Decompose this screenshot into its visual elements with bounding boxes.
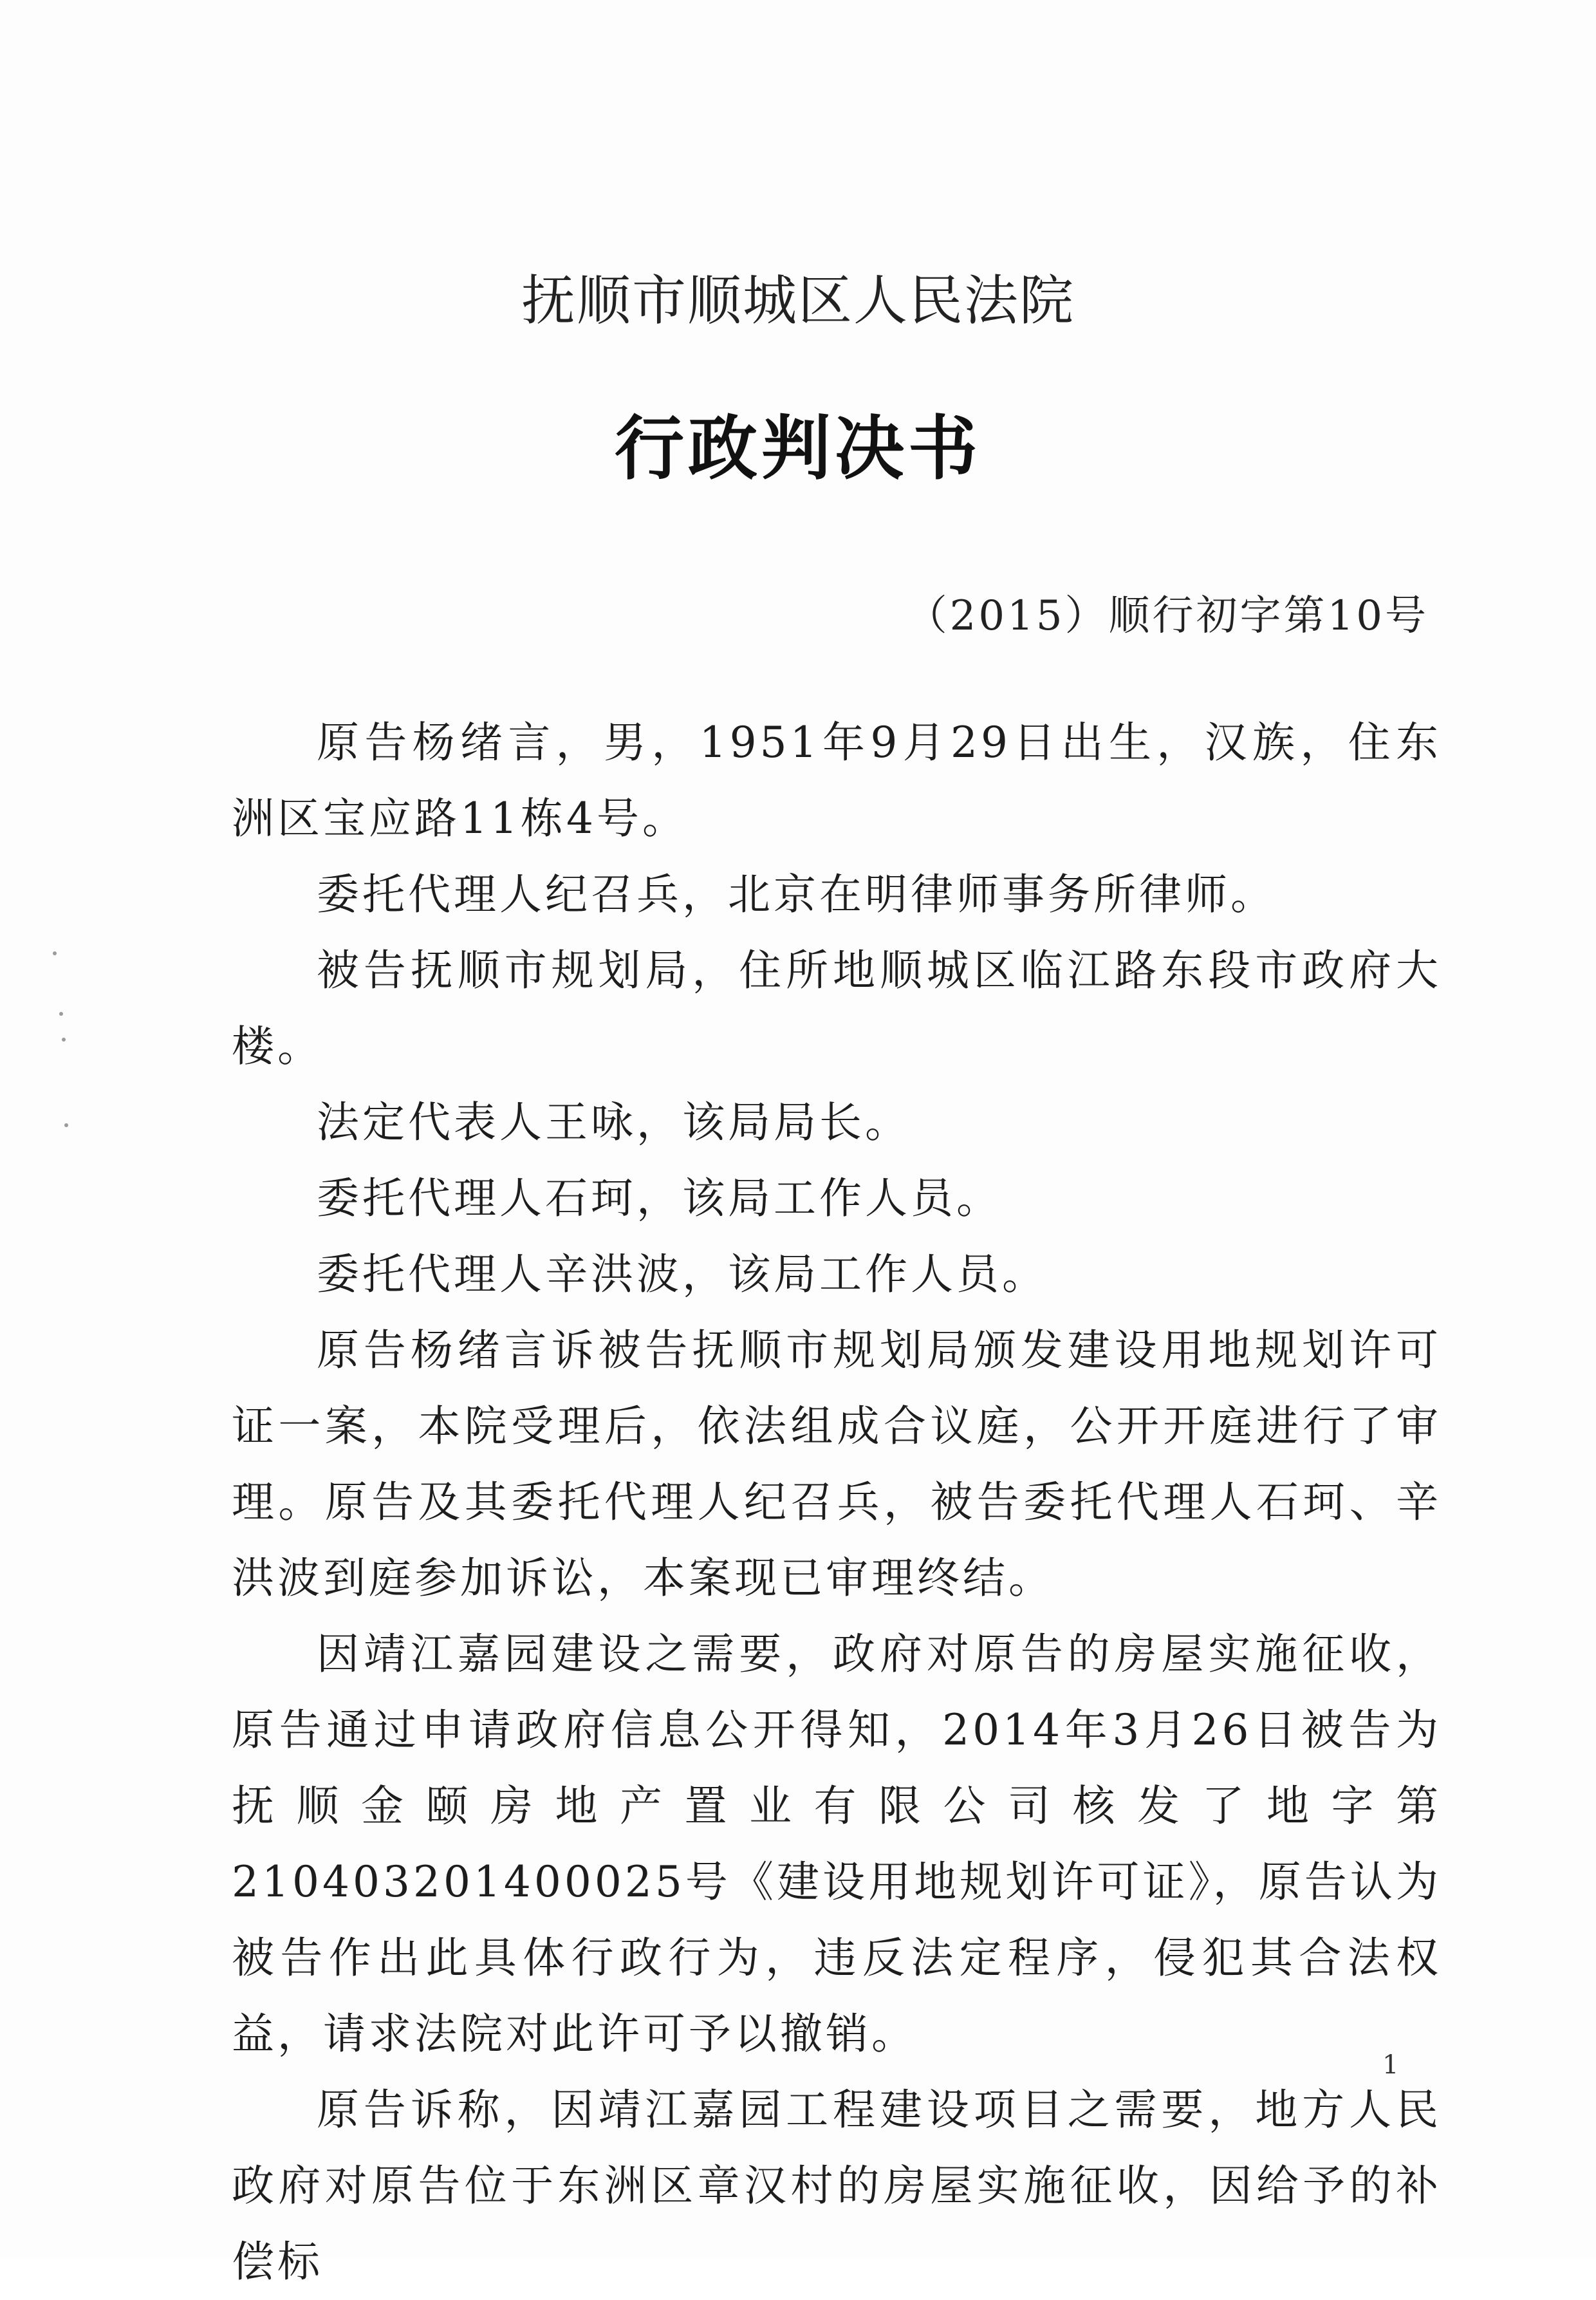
scan-speck: [53, 951, 57, 955]
paragraph-defendant-agent-2: 委托代理人辛洪波，该局工作人员。: [317, 1249, 1048, 1299]
scan-speck: [64, 1123, 68, 1127]
paragraph-plaintiff-agent: 委托代理人纪召兵，北京在明律师事务所律师。: [317, 870, 1276, 919]
document-title: 行政判决书: [614, 408, 981, 489]
judgment-body: [232, 705, 1442, 2300]
paragraph-defendant: 被告抚顺市规划局，住所地顺城区临江路东段市政府大楼。: [232, 946, 1442, 1071]
paragraph-legal-representative: 法定代表人王咏，该局局长。: [317, 1098, 911, 1147]
paragraph-case-background: 因靖江嘉园建设之需要，政府对原告的房屋实施征收，原告通过申请政府信息公开得知，2014年3月26日被告为抚顺金颐房地产置业有限公司核发了地字第210403201400025号《建设用地规划许可证》，原告认为被告作出此具体行政行为，违反法定程序，侵犯其合法权益，请求法院对此许可予以撤销。: [232, 1629, 1442, 2059]
paragraph-plaintiff: 原告杨绪言，男，1951年9月29日出生，汉族，住东洲区宝应路11栋4号。: [232, 718, 1442, 843]
paragraph-plaintiff-claims: 原告诉称，因靖江嘉园工程建设项目之需要，地方人民政府对原告位于东洲区章汉村的房屋实施征收，因给予的补偿标: [232, 2085, 1442, 2286]
case-number: （2015）顺行初字第10号: [905, 592, 1429, 640]
paragraph-case-procedure: 原告杨绪言诉被告抚顺市规划局颁发建设用地规划许可证一案，本院受理后，依法组成合议庭，公开开庭进行了审理。原告及其委托代理人纪召兵，被告委托代理人石珂、辛洪波到庭参加诉讼，本案现已审理终结。: [232, 1325, 1442, 1603]
page-number: 1: [1382, 2050, 1399, 2080]
scan-speck: [62, 1038, 66, 1042]
paragraph-defendant-agent-1: 委托代理人石珂，该局工作人员。: [317, 1173, 1002, 1223]
court-name: 抚顺市顺城区人民法院: [521, 269, 1075, 332]
scan-speck: [59, 1012, 63, 1016]
